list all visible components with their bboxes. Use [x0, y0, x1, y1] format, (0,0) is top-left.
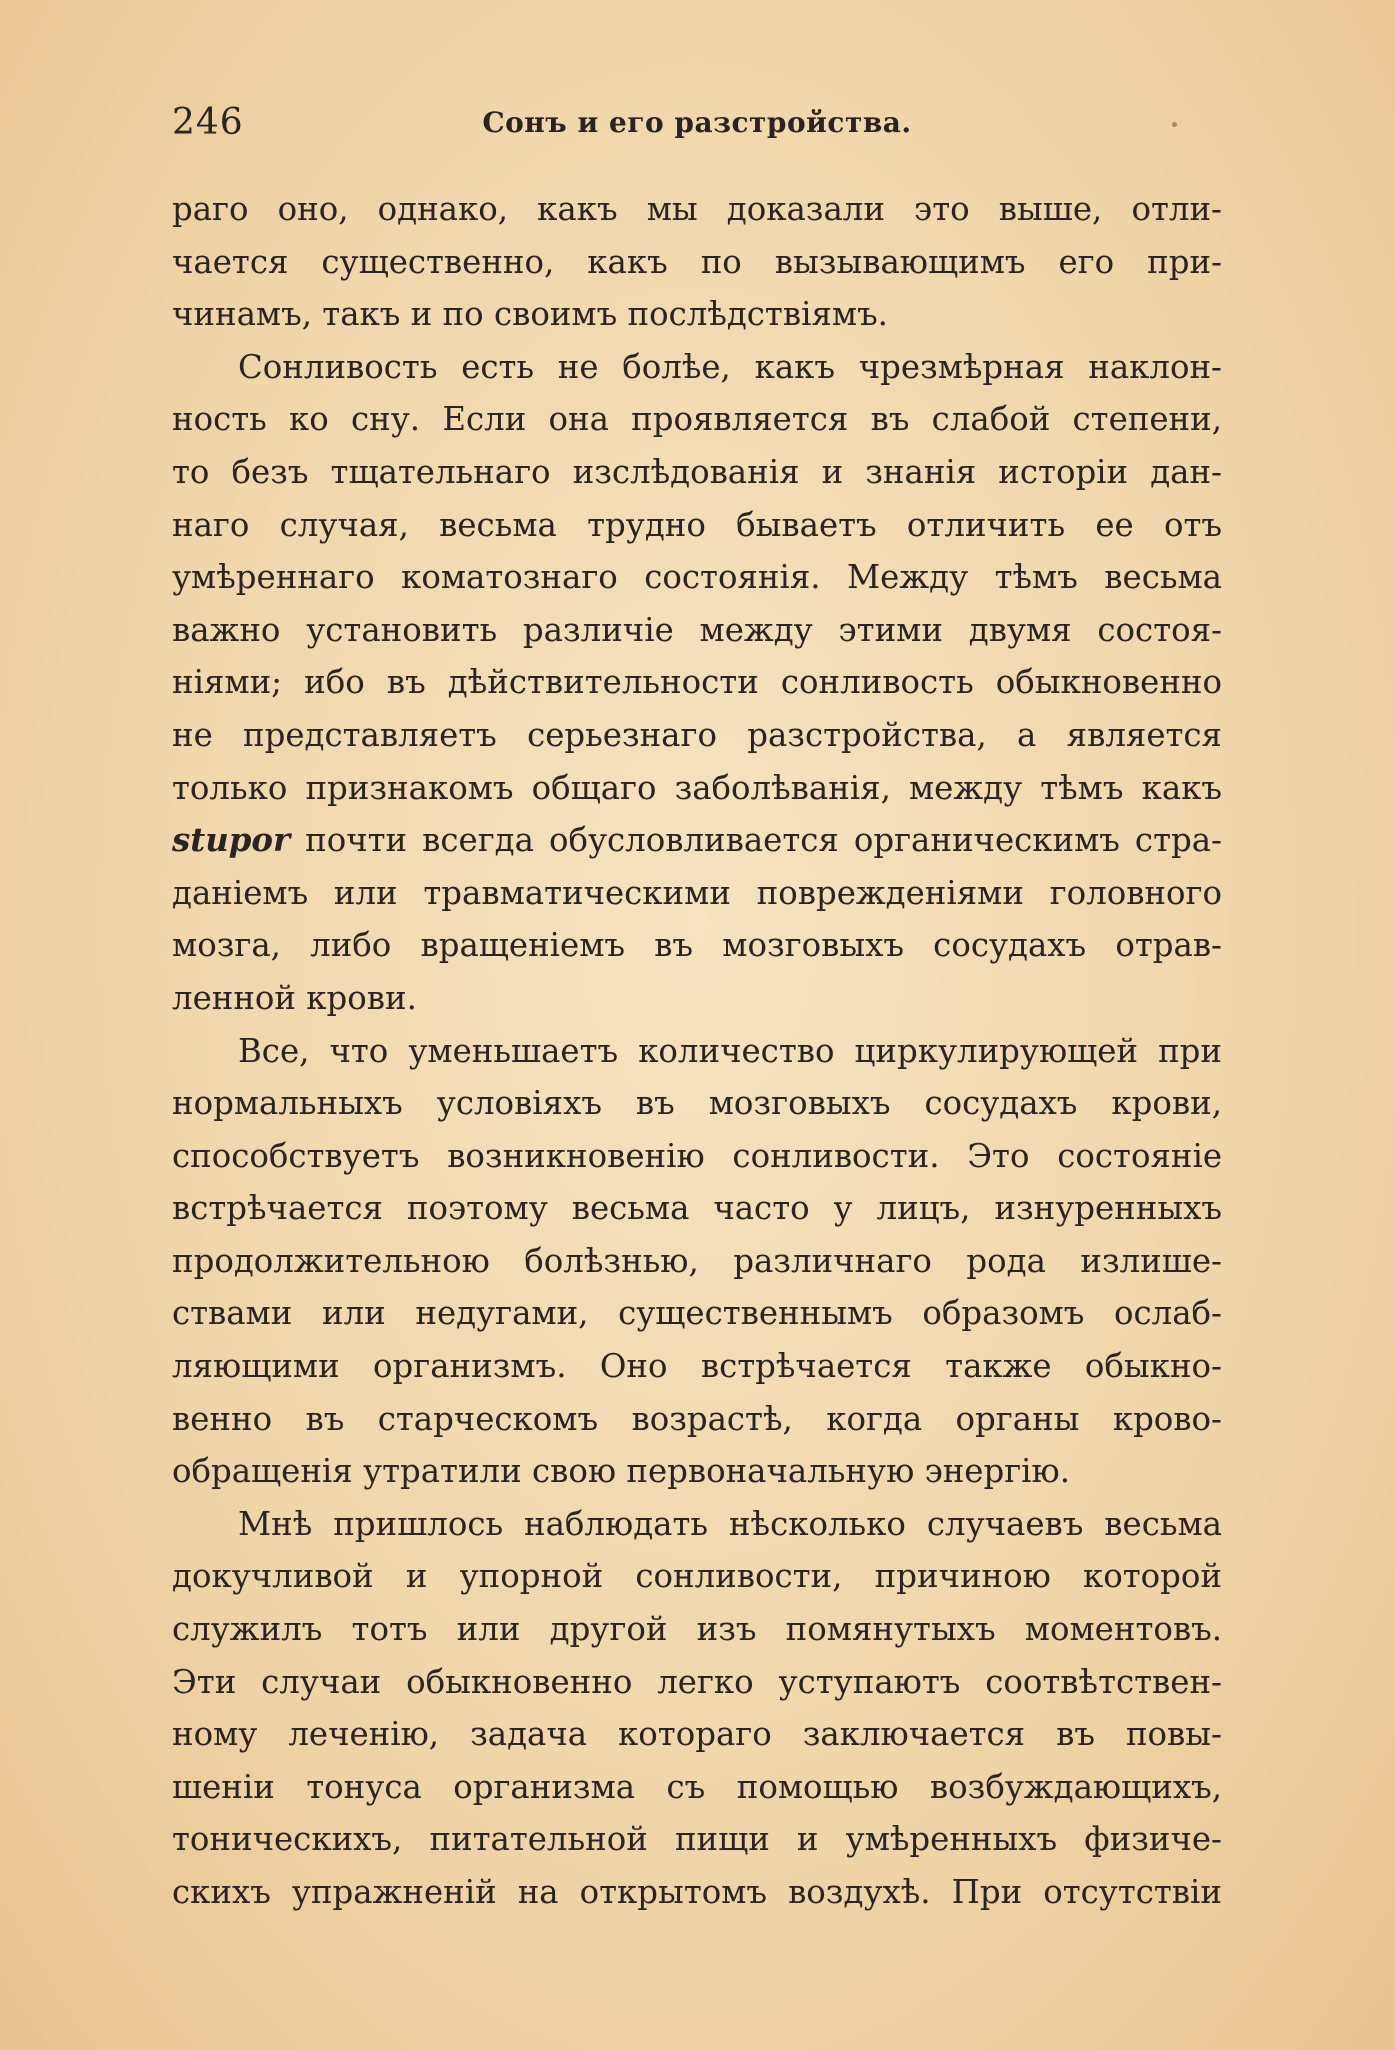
page-header	[172, 98, 1222, 148]
running-title: Сонъ и его разстройства.	[482, 106, 912, 139]
paragraph	[172, 183, 1222, 341]
text-line: ляющими организмъ. Оно встрѣчается также обыкно-	[172, 1347, 1222, 1386]
text-line: Эти случаи обыкновенно легко уступаютъ соотвѣтствен-	[172, 1662, 1222, 1701]
text-line: докучливой и упорной сонливости, причиною которой	[172, 1557, 1222, 1596]
text-line: то безъ тщательнаго изслѣдованія и знанія исторіи дан-	[172, 452, 1222, 491]
text-line: чается существенно, какъ по вызывающимъ его при-	[172, 242, 1222, 281]
ink-speck	[1172, 122, 1177, 127]
text-line: обращенія утратили свою первоначальную энергію.	[172, 1452, 1071, 1491]
text-line: Мнѣ пришлось наблюдать нѣсколько случаевъ весьма	[238, 1504, 1222, 1543]
text-line: Все, что уменьшаетъ количество циркулирующей при	[238, 1031, 1222, 1070]
paragraph	[172, 1498, 1222, 1919]
text-line: ному леченію, задача котораго заключается въ повы-	[172, 1715, 1222, 1754]
text-line: способствуетъ возникновенію сонливости. Это состояніе	[172, 1136, 1222, 1175]
text-line: важно установить различіе между этими двумя состоя-	[172, 610, 1222, 649]
text-line: не представляетъ серьезнаго разстройства, а является	[172, 715, 1222, 754]
text-line: служилъ тотъ или другой изъ помянутыхъ моментовъ.	[172, 1610, 1222, 1649]
text-line: ность ко сну. Если она проявляется въ слабой степени,	[172, 400, 1222, 439]
text-line: венно въ старческомъ возрастѣ, когда органы крово-	[172, 1399, 1222, 1438]
text-line: скихъ упражненій на открытомъ воздухѣ. При отсутствіи	[172, 1873, 1222, 1911]
text-line: продолжительною болѣзнью, различнаго рода излише-	[172, 1241, 1222, 1280]
text-line: тоническихъ, питательной пищи и умѣренныхъ физиче-	[172, 1820, 1222, 1859]
text-line: чинамъ, такъ и по своимъ послѣдствіямъ.	[172, 295, 888, 334]
text-line: ніями; ибо въ дѣйствительности сонливость обыкновенно	[172, 663, 1222, 702]
text-line: мозга, либо вращеніемъ въ мозговыхъ сосудахъ отрав-	[172, 926, 1222, 965]
text-line: встрѣчается поэтому весьма часто у лицъ, изнуренныхъ	[172, 1189, 1222, 1228]
latin-term: stupor	[172, 821, 291, 860]
text-line: даніемъ или травматическими поврежденіями головного	[172, 873, 1222, 912]
text-line: раго оно, однако, какъ мы доказали это выше, отли-	[172, 190, 1222, 228]
text-line: stupor почти всегда обусловливается органическимъ стра-	[172, 821, 1222, 860]
body-text	[172, 183, 1222, 1919]
text-line: умѣреннаго коматознаго состоянія. Между тѣмъ весьма	[172, 558, 1222, 597]
text-line: шеніи тонуса организма съ помощью возбуждающихъ,	[172, 1767, 1222, 1806]
paragraph	[172, 341, 1222, 1025]
text-line: Сонливость есть не болѣе, какъ чрезмѣрная наклон-	[238, 347, 1222, 386]
text-line: ленной крови.	[172, 978, 417, 1017]
text-line: только признакомъ общаго заболѣванія, между тѣмъ какъ	[172, 768, 1222, 807]
text-line: нормальныхъ условіяхъ въ мозговыхъ сосудахъ крови,	[172, 1084, 1222, 1123]
text-line: наго случая, весьма трудно бываетъ отличить ее отъ	[172, 505, 1222, 544]
page-number: 246	[172, 102, 244, 143]
text-line: ствами или недугами, существеннымъ образомъ ослаб-	[172, 1294, 1222, 1333]
paragraph	[172, 1025, 1222, 1498]
